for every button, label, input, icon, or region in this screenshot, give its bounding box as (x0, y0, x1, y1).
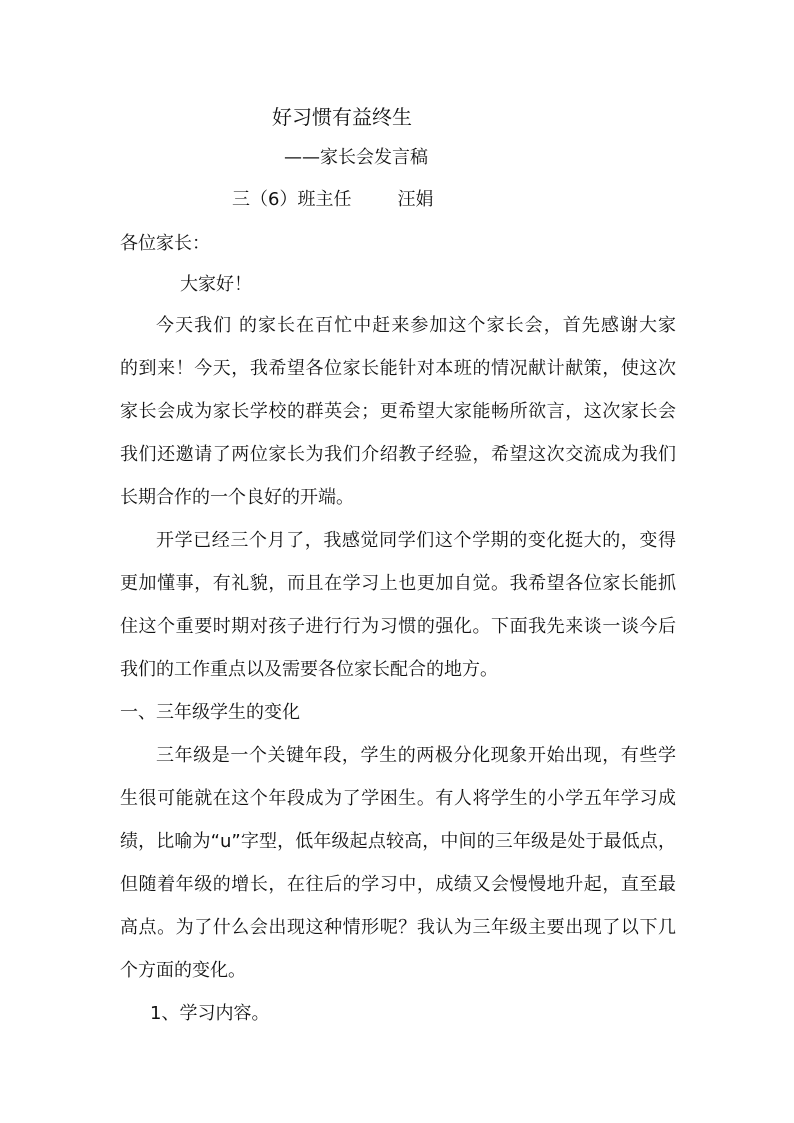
paragraph-line: 绩，比喻为“u”字型，低年级起点较高，中间的三年级是处于最低点， (120, 831, 676, 852)
paragraph-line: 家长会成为家长学校的群英会；更希望大家能畅所欲言，这次家长会 (120, 401, 676, 422)
subsection-heading: 1、学习内容。 (150, 1003, 270, 1024)
author-class: 三（6）班主任 (232, 189, 352, 210)
paragraph-line: 长期合作的一个良好的开端。 (120, 487, 354, 508)
paragraph-line: 住这个重要时期对孩子进行行为习惯的强化。下面我先来谈一谈今后 (120, 616, 676, 637)
salutation: 各位家长： (120, 233, 210, 254)
document-title: 好习惯有益终生 (272, 105, 412, 129)
paragraph-line: 但随着年级的增长，在往后的学习中，成绩又会慢慢地升起，直至最 (120, 874, 676, 895)
author-line (232, 188, 433, 212)
paragraph-line: 开学已经三个月了，我感觉同学们这个学期的变化挺大的，变得 (156, 530, 676, 551)
paragraph-line: 的到来！今天，我希望各位家长能针对本班的情况献计献策，使这次 (120, 358, 676, 379)
paragraph-line: 更加懂事，有礼貌，而且在学习上也更加自觉。我希望各位家长能抓 (120, 573, 676, 594)
paragraph-line: 生很可能就在这个年段成为了学困生。有人将学生的小学五年学习成 (120, 788, 676, 809)
paragraph-line: 今天我们 的家长在百忙中赶来参加这个家长会，首先感谢大家 (156, 315, 676, 336)
paragraph-line: 我们的工作重点以及需要各位家长配合的地方。 (120, 659, 498, 680)
document-subtitle: ——家长会发言稿 (284, 147, 428, 168)
author-name: 汪娟 (397, 189, 434, 210)
paragraph-line: 高点。为了什么会出现这种情形呢？我认为三年级主要出现了以下几 (120, 917, 676, 938)
greeting: 大家好！ (180, 274, 252, 295)
paragraph-line: 个方面的变化。 (120, 960, 246, 981)
paragraph-line: 我们还邀请了两位家长为我们介绍教子经验，希望这次交流成为我们 (120, 444, 676, 465)
section-heading: 一、三年级学生的变化 (120, 702, 300, 723)
paragraph-line: 三年级是一个关键年段，学生的两极分化现象开始出现，有些学 (156, 745, 676, 766)
